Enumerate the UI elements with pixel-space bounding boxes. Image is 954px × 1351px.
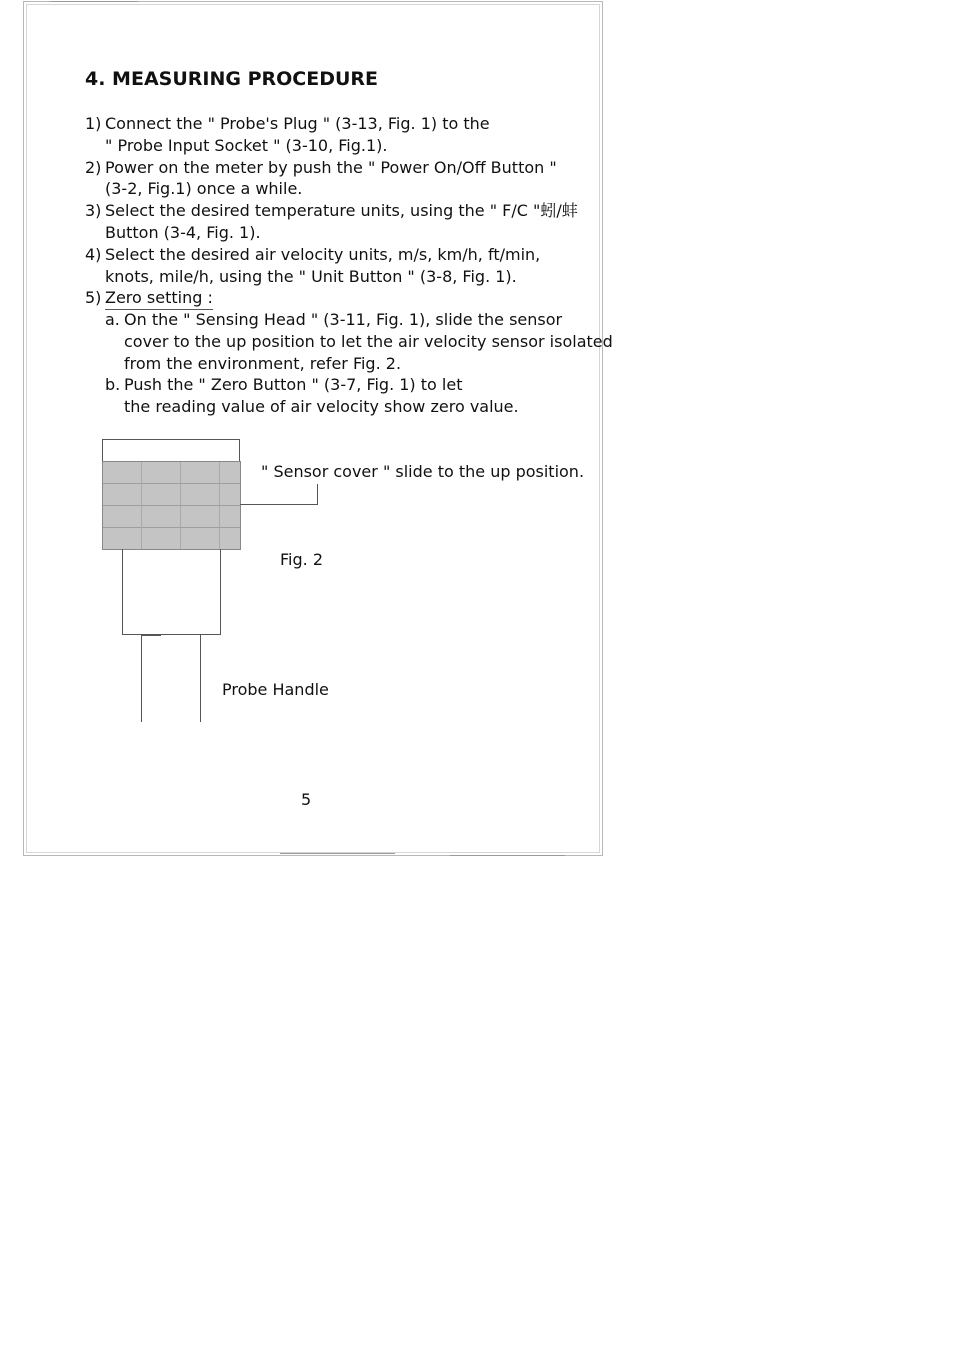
cover-leader-line-vertical — [317, 484, 318, 505]
cover-leader-line-horizontal — [240, 504, 318, 505]
substep-b-label: b. — [105, 375, 121, 394]
sensor-cover-label: " Sensor cover " slide to the up position. — [261, 462, 585, 481]
step-1-number: 1) — [85, 114, 102, 133]
frame-accent-bottom-1 — [280, 853, 395, 854]
step-4-line-1: Select the desired air velocity units, m/s, km/h, ft/min, — [105, 245, 541, 264]
step-4-line-2: knots, mile/h, using the " Unit Button " (3-8, Fig. 1). — [105, 267, 517, 286]
probe-body-drawing — [122, 549, 221, 635]
substep-b-line-2: the reading value of air velocity show zero value. — [124, 397, 519, 416]
step-3-line-1: Select the desired temperature units, using the " F/C "蚓/蚌 — [105, 201, 578, 220]
step-2-line-2: (3-2, Fig.1) once a while. — [105, 179, 303, 198]
step-3-line-2: Button (3-4, Fig. 1). — [105, 223, 261, 242]
step-1-line-2: " Probe Input Socket " (3-10, Fig.1). — [105, 136, 388, 155]
step-5-line-1: Zero setting : — [105, 288, 213, 310]
probe-handle-right-edge — [200, 635, 201, 722]
substep-a-line-1: On the " Sensing Head " (3-11, Fig. 1), slide the sensor — [124, 310, 563, 329]
step-4-number: 4) — [85, 245, 102, 264]
sensing-head-drawing — [102, 461, 241, 550]
substep-a-line-2: cover to the up position to let the air velocity sensor isolated — [124, 332, 613, 351]
figure-caption: Fig. 2 — [280, 550, 323, 569]
substep-a-label: a. — [105, 310, 120, 329]
frame-accent-top — [50, 1, 138, 2]
probe-handle-label: Probe Handle — [222, 680, 329, 699]
page-number: 5 — [301, 790, 312, 809]
step-5-number: 5) — [85, 288, 102, 307]
step-3-number: 3) — [85, 201, 102, 220]
sensor-cover-drawing — [102, 439, 240, 462]
step-2-line-1: Power on the meter by push the " Power On/Off Button " — [105, 158, 557, 177]
step-2-number: 2) — [85, 158, 102, 177]
section-title: 4. MEASURING PROCEDURE — [85, 68, 379, 90]
probe-handle-left-edge — [141, 635, 142, 722]
probe-handle-top-edge — [141, 635, 161, 636]
frame-accent-bottom-2 — [450, 855, 565, 856]
step-1-line-1: Connect the " Probe's Plug " (3-13, Fig. 1) to the — [105, 114, 490, 133]
substep-b-line-1: Push the " Zero Button " (3-7, Fig. 1) to let — [124, 375, 463, 394]
substep-a-line-3: from the environment, refer Fig. 2. — [124, 354, 402, 373]
